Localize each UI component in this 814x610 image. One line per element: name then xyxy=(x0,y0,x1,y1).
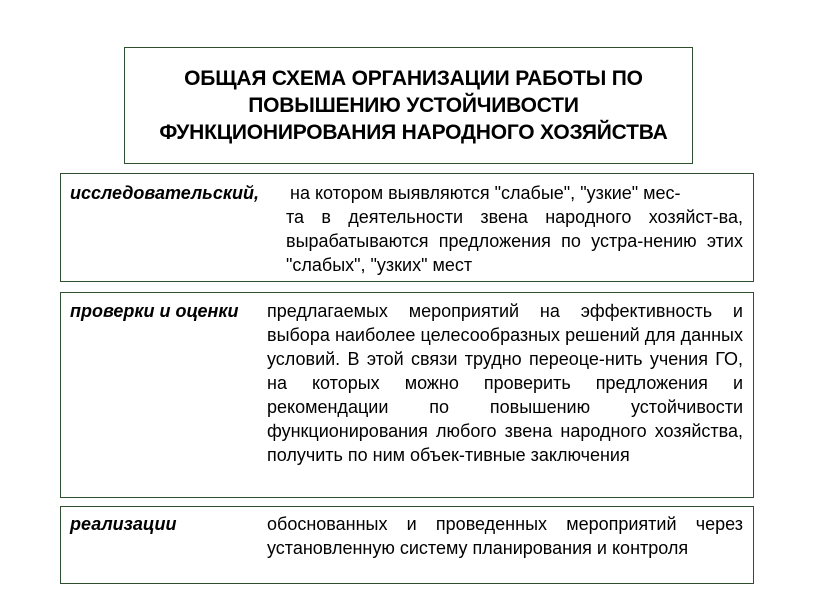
stage-name: реализации xyxy=(70,514,177,534)
stage-box-verification xyxy=(60,292,754,498)
stage-box-implementation xyxy=(60,506,754,584)
stage-description: предлагаемых мероприятий на эффективность и выбора наиболее целесообразных решений для данных условий. В этой связи трудно переоце-нить учения ГО, на которых можно проверить предложения и рекомендации по повышению устойчивости функционирования любого звена народного хозяйства, получить по ним объек-тивные заключения xyxy=(267,301,743,465)
stage-description-first-line: на котором выявляются "слабые", "узкие" мес- xyxy=(290,183,681,203)
diagram-title: ОБЩАЯ СХЕМА ОРГАНИЗАЦИИ РАБОТЫ ПО ПОВЫШЕНИЮ УСТОЙЧИВОСТИ ФУНКЦИОНИРОВАНИЯ НАРОДНОГО ХОЗЯЙСТВА xyxy=(159,67,668,144)
stage-box-research xyxy=(60,173,754,282)
stage-name: проверки и оценки xyxy=(70,301,239,321)
stage-description-rest: та в деятельности звена народного хозяйст-ва, вырабатываются предложения по устра-нению этих "слабых", "узких" мест xyxy=(286,207,743,275)
stage-description: обоснованных и проведенных мероприятий через установленную систему планирования и контроля xyxy=(267,514,743,558)
diagram-title-box xyxy=(124,47,693,164)
stage-name: исследовательский, xyxy=(70,183,259,203)
